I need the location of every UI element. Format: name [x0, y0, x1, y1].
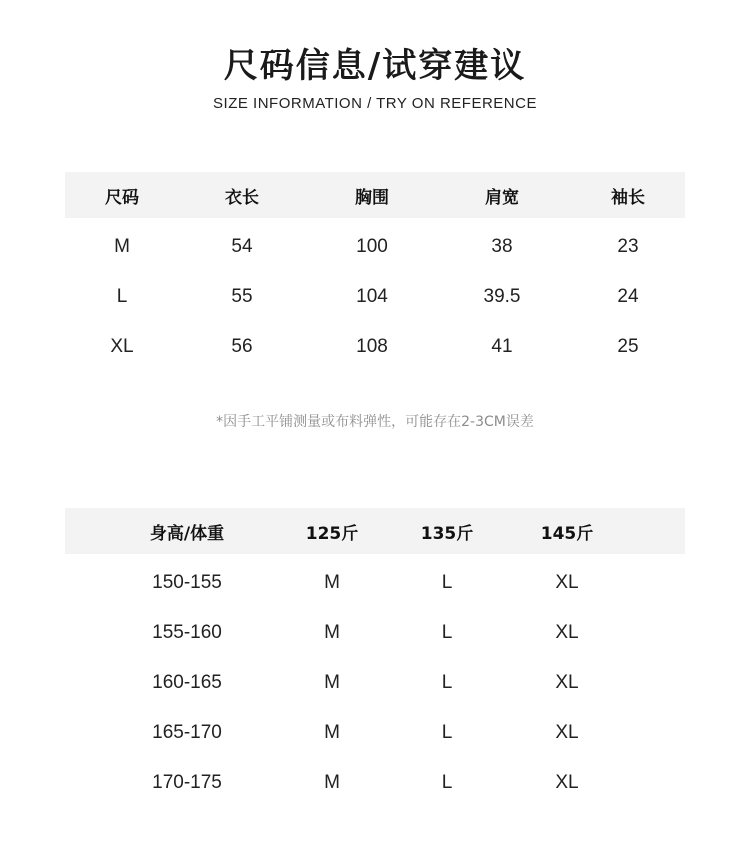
size-cell: L: [441, 772, 453, 793]
measurement-note: *因手工平铺测量或布料弹性，可能存在2-3CM误差: [216, 414, 534, 430]
size-table-header: [65, 172, 685, 218]
column-header-145: 145斤: [540, 523, 594, 544]
shoulder-cell: 38: [491, 236, 513, 257]
size-table: [65, 172, 685, 372]
table-row: [65, 272, 685, 322]
size-cell: L: [116, 286, 128, 307]
size-cell: M: [324, 722, 340, 743]
height-range-cell: 165-170: [152, 722, 222, 743]
column-header-sleeve: 袖长: [611, 187, 645, 208]
size-cell: XL: [110, 336, 134, 357]
chest-cell: 108: [356, 336, 388, 357]
table-row: [65, 608, 685, 658]
column-header-size: 尺码: [105, 187, 139, 208]
shoulder-cell: 41: [491, 336, 513, 357]
size-cell: L: [441, 572, 453, 593]
size-cell: L: [441, 722, 453, 743]
shoulder-cell: 39.5: [483, 286, 521, 307]
fit-table-header: [65, 508, 685, 554]
height-range-cell: 160-165: [152, 672, 222, 693]
size-cell: XL: [555, 672, 579, 693]
table-row: [65, 322, 685, 372]
sleeve-cell: 24: [617, 286, 639, 307]
table-row: [65, 558, 685, 608]
size-cell: L: [441, 622, 453, 643]
column-header-shoulder: 肩宽: [485, 187, 519, 208]
column-header-chest: 胸围: [355, 187, 389, 208]
size-cell: XL: [555, 772, 579, 793]
height-range-cell: 170-175: [152, 772, 222, 793]
column-header-135: 135斤: [420, 523, 474, 544]
height-range-cell: 155-160: [152, 622, 222, 643]
size-cell: XL: [555, 722, 579, 743]
chest-cell: 100: [356, 236, 388, 257]
size-cell: M: [324, 572, 340, 593]
page-title: 尺码信息/试穿建议: [223, 46, 527, 86]
height-range-cell: 150-155: [152, 572, 222, 593]
size-cell: M: [324, 672, 340, 693]
size-cell: XL: [555, 572, 579, 593]
length-cell: 55: [231, 286, 253, 307]
sleeve-cell: 25: [617, 336, 639, 357]
column-header-length: 衣长: [225, 187, 259, 208]
page-subtitle: SIZE INFORMATION / TRY ON REFERENCE: [213, 95, 537, 112]
size-cell: M: [324, 772, 340, 793]
chest-cell: 104: [356, 286, 388, 307]
table-row: [65, 758, 685, 808]
fit-table: [65, 508, 685, 808]
column-header-125: 125斤: [305, 523, 359, 544]
size-cell: M: [114, 236, 130, 257]
sleeve-cell: 23: [617, 236, 639, 257]
table-row: [65, 658, 685, 708]
length-cell: 54: [231, 236, 253, 257]
size-cell: L: [441, 672, 453, 693]
length-cell: 56: [231, 336, 253, 357]
size-cell: M: [324, 622, 340, 643]
column-header-height-weight: 身高/体重: [149, 523, 225, 544]
size-cell: XL: [555, 622, 579, 643]
table-row: [65, 222, 685, 272]
table-row: [65, 708, 685, 758]
